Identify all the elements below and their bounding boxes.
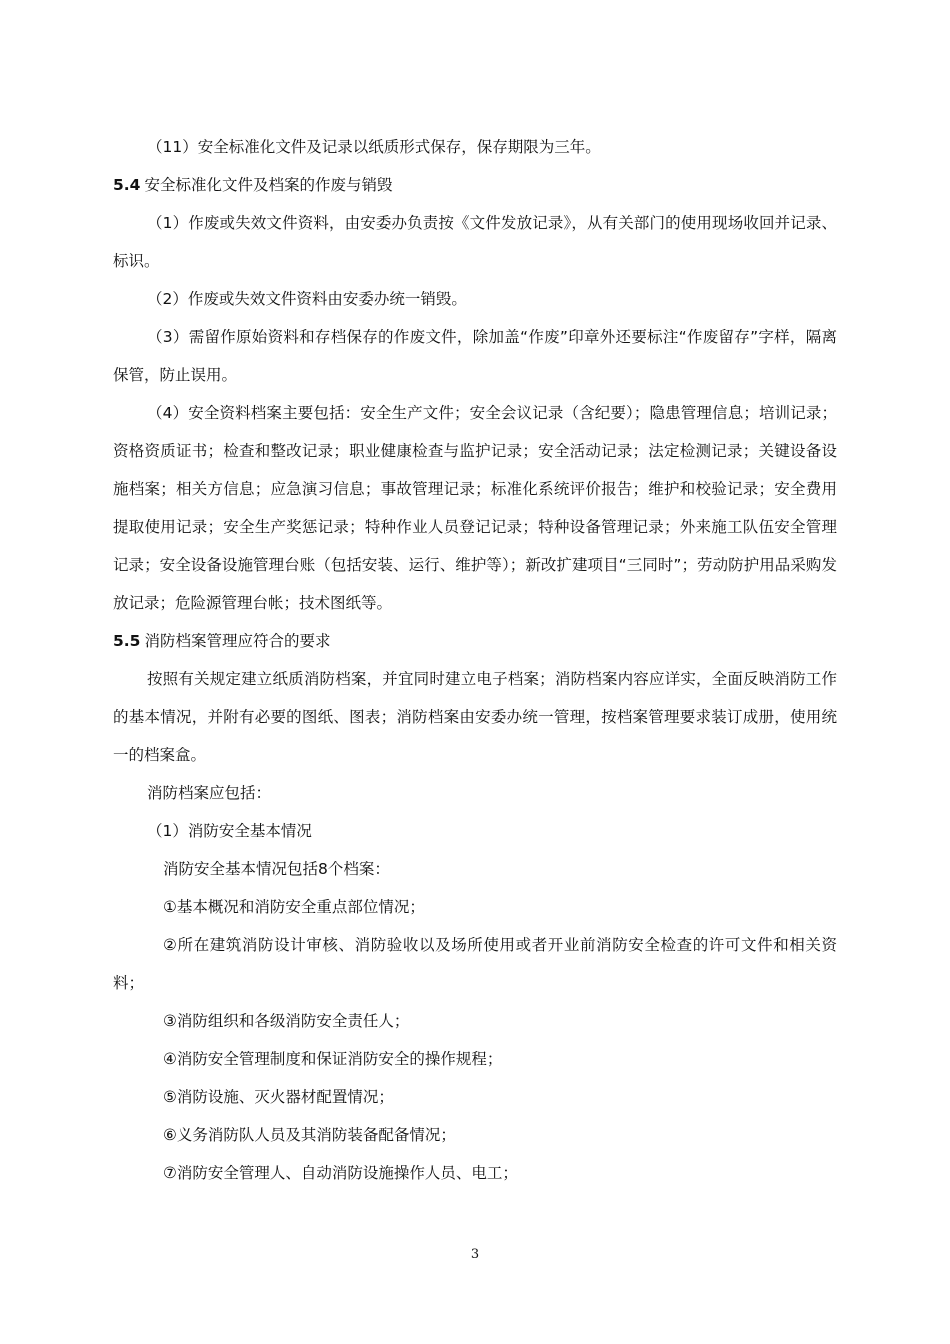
document-body xyxy=(113,128,837,1192)
section-heading-5-5 xyxy=(113,622,837,660)
list-item: ③消防组织和各级消防安全责任人； xyxy=(163,1012,410,1030)
section-heading-5-4 xyxy=(113,166,837,204)
paragraph-5-4-4: （4）安全资料档案主要包括：安全生产文件；安全会议记录（含纪要）；隐患管理信息；培训记录；资格资质证书；检查和整改记录；职业健康检查与监护记录；安全活动记录；法定检测记录；关键设备设施档案；相关方信息；应急演习信息；事故管理记录；标准化系统评价报告；维护和校验记录；安全费用提取使用记录；安全生产奖惩记录；特种作业人员登记记录；特种设备管理记录；外来施工队伍安全管理记录；安全设备设施管理台账（包括安装、运行、维护等）；新改扩建项目“三同时”；劳动防护用品采购发放记录；危险源管理台帐；技术图纸等。 xyxy=(113,404,837,612)
section-title: 消防档案管理应符合的要求 xyxy=(144,632,331,650)
section-title: 安全标准化文件及档案的作废与销毁 xyxy=(144,176,393,194)
list-item: ⑤消防设施、灭火器材配置情况； xyxy=(163,1088,394,1106)
paragraph-5-5-4: 消防安全基本情况包括8个档案： xyxy=(163,860,390,878)
list-item: ④消防安全管理制度和保证消防安全的操作规程； xyxy=(163,1050,503,1068)
list-item: ⑥义务消防队人员及其消防装备配备情况； xyxy=(163,1126,456,1144)
paragraph-5-5-1: 按照有关规定建立纸质消防档案，并宜同时建立电子档案；消防档案内容应详实，全面反映消防工作的基本情况，并附有必要的图纸、图表；消防档案由安委办统一管理，按档案管理要求装订成册，使用统一的档案盒。 xyxy=(113,670,837,764)
paragraph-5-4-1: （1）作废或失效文件资料，由安委办负责按《文件发放记录》，从有关部门的使用现场收回并记录、标识。 xyxy=(113,214,837,270)
paragraph-5-5-3: （1）消防安全基本情况 xyxy=(147,822,312,840)
list-item: ①基本概况和消防安全重点部位情况； xyxy=(163,898,425,916)
page-number: 3 xyxy=(470,1247,480,1262)
paragraph-5-4-3: （3）需留作原始资料和存档保存的作废文件，除加盖“作废”印章外还要标注“作废留存”字样，隔离保管，防止误用。 xyxy=(113,328,837,384)
paragraph-11: （11）安全标准化文件及记录以纸质形式保存，保存期限为三年。 xyxy=(147,138,601,156)
section-number: 5.5 xyxy=(113,632,141,650)
paragraph-5-4-2: （2）作废或失效文件资料由安委办统一销毁。 xyxy=(147,290,467,308)
section-number: 5.4 xyxy=(113,176,141,194)
list-item: ⑦消防安全管理人、自动消防设施操作人员、电工； xyxy=(163,1164,518,1182)
list-item: ②所在建筑消防设计审核、消防验收以及场所使用或者开业前消防安全检查的许可文件和相关资料； xyxy=(113,936,837,992)
paragraph-5-5-2: 消防档案应包括： xyxy=(147,784,272,802)
